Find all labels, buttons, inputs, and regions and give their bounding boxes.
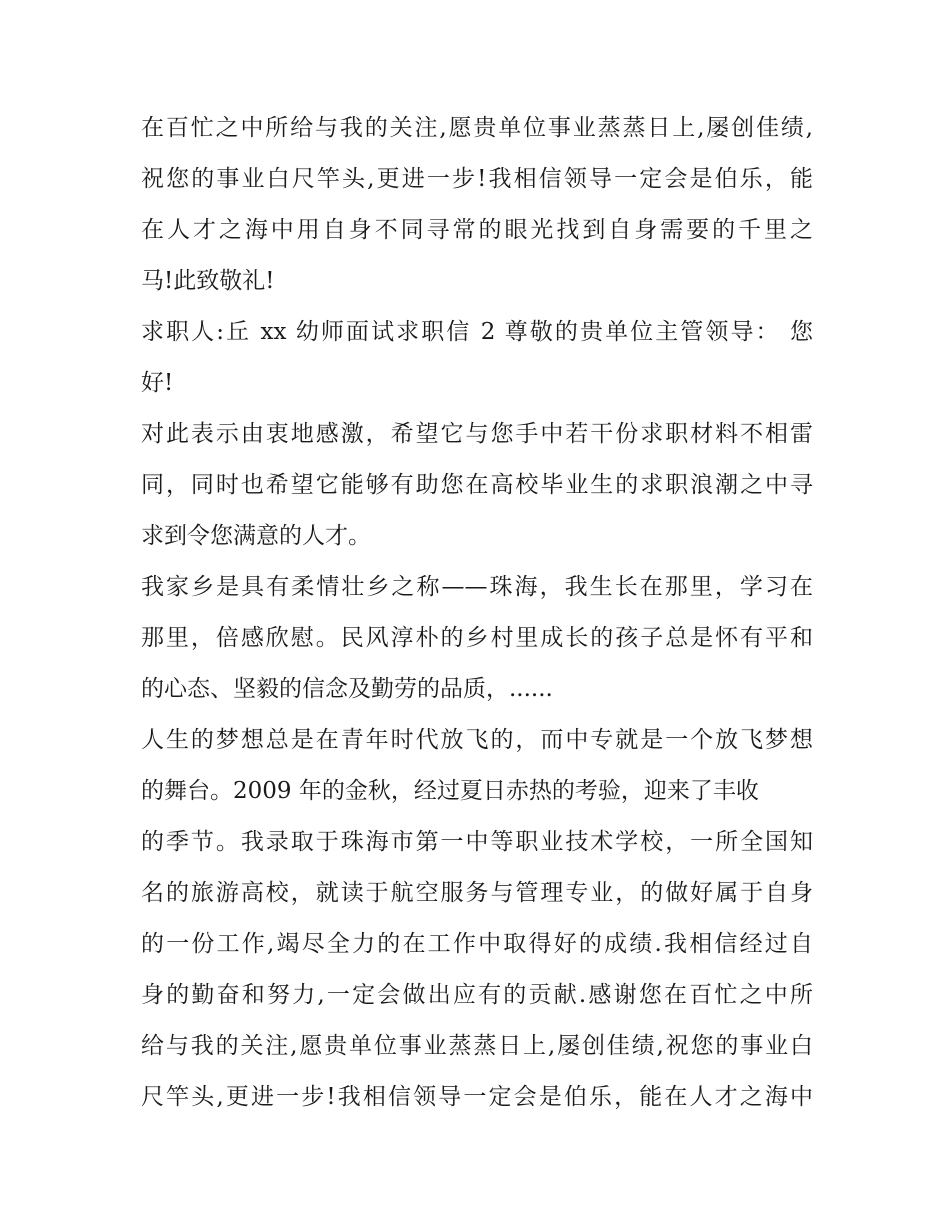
text-line: 身的勤奋和努力,一定会做出应有的贡献.感谢您在百忙之中所 bbox=[141, 982, 813, 1008]
text-line: 祝您的事业白尺竿头,更进一步!我相信领导一定会是伯乐，能 bbox=[141, 166, 813, 192]
text-line: 我家乡是具有柔情壮乡之称——珠海，我生长在那里，学习在 bbox=[141, 574, 813, 600]
text-line: 好! bbox=[141, 370, 174, 396]
text-line: 的舞台。2009 年的金秋，经过夏日赤热的考验，迎来了丰收 bbox=[141, 778, 759, 804]
text-line: 对此表示由衷地感激，希望它与您手中若干份求职材料不相雷 bbox=[141, 421, 813, 447]
text-line: 在百忙之中所给与我的关注,愿贵单位事业蒸蒸日上,屡创佳绩, bbox=[141, 115, 813, 141]
text-line: 求到令您满意的人才。 bbox=[141, 523, 371, 549]
text-line: 名的旅游高校，就读于航空服务与管理专业，的做好属于自身 bbox=[141, 880, 813, 906]
text-line: 的季节。我录取于珠海市第一中等职业技术学校，一所全国知 bbox=[141, 829, 813, 855]
text-line: 给与我的关注,愿贵单位事业蒸蒸日上,屡创佳绩,祝您的事业白 bbox=[141, 1033, 813, 1059]
text-line: 的心态、坚毅的信念及勤劳的品质，...... bbox=[141, 676, 553, 702]
text-line: 那里，倍感欣慰。民风淳朴的乡村里成长的孩子总是怀有平和 bbox=[141, 625, 813, 651]
text-line: 马!此致敬礼! bbox=[141, 268, 275, 294]
text-line: 求职人:丘 xx 幼师面试求职信 2 尊敬的贵单位主管领导： 您 bbox=[141, 319, 813, 345]
text-line: 在人才之海中用自身不同寻常的眼光找到自身需要的千里之 bbox=[141, 217, 813, 243]
text-line: 的一份工作,竭尽全力的在工作中取得好的成绩.我相信经过自 bbox=[141, 931, 813, 957]
text-line: 尺竿头,更进一步!我相信领导一定会是伯乐，能在人才之海中 bbox=[141, 1084, 813, 1110]
text-line: 人生的梦想总是在青年时代放飞的，而中专就是一个放飞梦想 bbox=[141, 727, 813, 753]
document-body bbox=[141, 103, 813, 1123]
text-line: 同，同时也希望它能够有助您在高校毕业生的求职浪潮之中寻 bbox=[141, 472, 813, 498]
